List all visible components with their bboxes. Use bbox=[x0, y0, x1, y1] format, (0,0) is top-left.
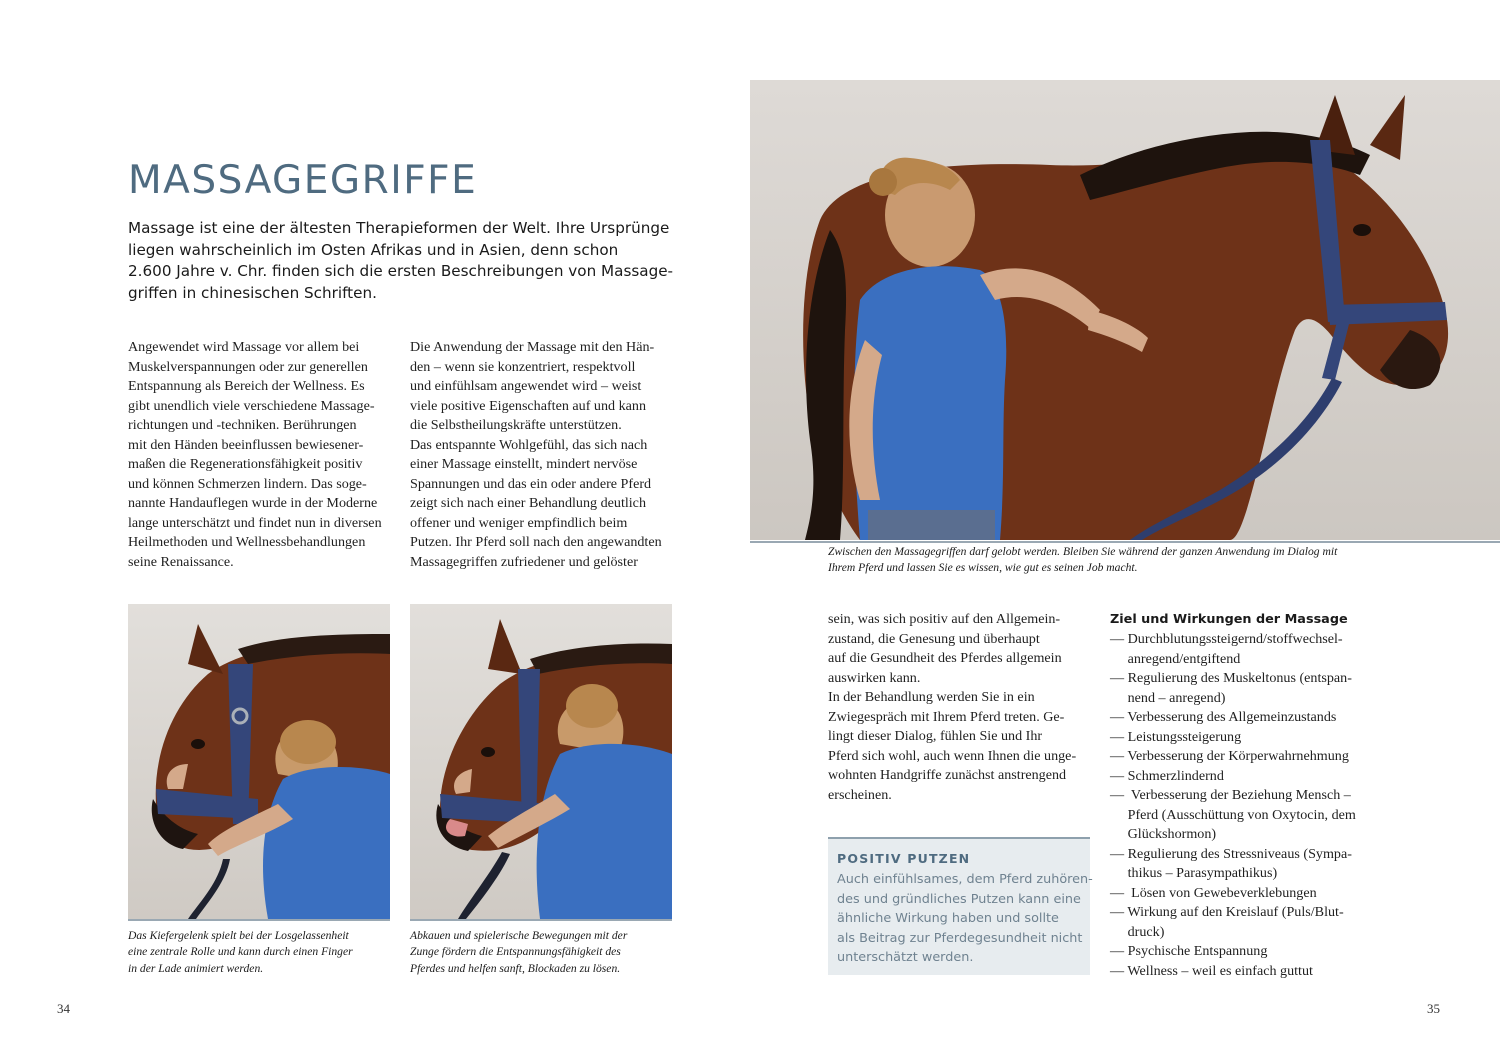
info-box-positiv-putzen bbox=[828, 837, 1093, 975]
caption-line: Ihrem Pferd und lassen Sie es wissen, wie gut es seinen Job macht. bbox=[828, 561, 1138, 575]
list-item: — Verbesserung der Körperwahrnehmung bbox=[1110, 748, 1349, 764]
text-line: zeigt sich nach einer Behandlung deutlich bbox=[410, 495, 646, 511]
text-line: einer Massage einstellt, mindert nervöse bbox=[410, 456, 638, 472]
text-line: lange unterschätzt und findet nun in diversen bbox=[128, 514, 382, 531]
list-item: — Verbesserung des Allgemeinzustands bbox=[1110, 709, 1337, 725]
photo-jaw-massage bbox=[128, 604, 390, 919]
text-line: seine Renaissance. bbox=[128, 553, 234, 570]
text-line: erscheinen. bbox=[828, 786, 892, 803]
text-line: die Selbstheilungskräfte unterstützen. bbox=[410, 417, 622, 433]
info-box-title: POSITIV PUTZEN bbox=[837, 851, 971, 866]
text-line: Spannungen und das ein oder andere Pferd bbox=[410, 475, 652, 492]
text-line: viele positive Eigenschaften auf und kann bbox=[410, 397, 646, 414]
box-line: ähnliche Wirkung haben und sollte bbox=[837, 911, 1059, 926]
info-box-text bbox=[837, 870, 1093, 968]
page-number-right: 35 bbox=[1427, 1001, 1440, 1016]
caption-middle bbox=[410, 928, 627, 977]
list-item: — Wirkung auf den Kreislauf (Puls/Blut- bbox=[1110, 904, 1344, 920]
text-line: mit den Händen beeinflussen bewiesener- bbox=[128, 436, 364, 453]
page-number-left: 34 bbox=[57, 1001, 70, 1016]
caption-line: Pferdes und helfen sanft, Blockaden zu lösen. bbox=[410, 961, 621, 975]
list-item: — Lösen von Gewebeverklebungen bbox=[1110, 884, 1317, 901]
caption-line: Das Kiefergelenk spielt bei der Losgelassenheit bbox=[128, 929, 349, 942]
text-line: In der Behandlung werden Sie in ein bbox=[828, 689, 1035, 705]
caption-rule bbox=[410, 919, 672, 921]
box-line: Auch einfühlsames, dem Pferd zuhören- bbox=[837, 872, 1093, 887]
text-line: Entspannung als Bereich der Wellness. Es bbox=[128, 378, 365, 394]
effects-list bbox=[1110, 630, 1390, 981]
text-line: Heilmethoden und Wellnessbehandlungen bbox=[128, 534, 366, 550]
text-line: maßen die Regenerationsfähigkeit positiv bbox=[128, 456, 363, 472]
text-line: den – wenn sie konzentriert, respektvoll bbox=[410, 358, 636, 375]
photo-illustration bbox=[128, 604, 390, 919]
intro-line: Massage ist eine der ältesten Therapieformen der Welt. Ihre Ursprünge bbox=[128, 219, 670, 237]
photo-praising-horse bbox=[750, 80, 1500, 540]
intro-line: griffen in chinesischen Schriften. bbox=[128, 283, 377, 302]
text-line: sein, was sich positiv auf den Allgemein- bbox=[828, 611, 1061, 627]
body-column-2 bbox=[410, 338, 675, 572]
caption-main bbox=[828, 544, 1337, 577]
list-item: druck) bbox=[1110, 923, 1165, 940]
box-line: als Beitrag zur Pferdegesundheit nicht bbox=[837, 930, 1083, 946]
text-line: Pferd sich wohl, auch wenn Ihnen die unge- bbox=[828, 747, 1077, 764]
text-line: und einfühlsam angewendet wird – weist bbox=[410, 378, 642, 394]
caption-line: Zunge fördern die Entspannungsfähigkeit des bbox=[410, 945, 621, 959]
list-item: — Regulierung des Muskeltonus (entspan- bbox=[1110, 670, 1352, 686]
photo-illustration bbox=[410, 604, 672, 919]
text-line: auswirken kann. bbox=[828, 669, 921, 686]
list-item: Pferd (Ausschüttung von Oxytocin, dem bbox=[1110, 806, 1356, 823]
caption-line: Zwischen den Massagegriffen darf gelobt werden. Bleiben Sie während der ganzen Anwendung im Dialog mit bbox=[828, 545, 1338, 558]
list-item: — Leistungssteigerung bbox=[1110, 728, 1242, 745]
box-line: unterschätzt werden. bbox=[837, 950, 974, 965]
text-line: Putzen. Ihr Pferd soll nach den angewandten bbox=[410, 534, 662, 550]
text-line: zustand, die Genesung und überhaupt bbox=[828, 630, 1040, 647]
text-line: und können Schmerzen lindern. Das soge- bbox=[128, 475, 367, 492]
list-item: Glückshormon) bbox=[1110, 826, 1217, 842]
text-line: Muskelverspannungen oder zur generellen bbox=[128, 358, 368, 375]
text-line: Angewendet wird Massage vor allem bei bbox=[128, 339, 360, 355]
photo-tongue-massage bbox=[410, 604, 672, 919]
body-column-3 bbox=[828, 610, 1090, 805]
intro-line: liegen wahrscheinlich im Osten Afrikas und in Asien, denn schon bbox=[128, 240, 619, 259]
list-item: — Wellness – weil es einfach guttut bbox=[1110, 962, 1313, 979]
photo-illustration bbox=[750, 80, 1500, 540]
intro-paragraph bbox=[128, 218, 688, 304]
caption-line: in der Lade animiert werden. bbox=[128, 961, 264, 975]
list-item: anregend/entgiftend bbox=[1110, 650, 1241, 667]
list-item: nend – anregend) bbox=[1110, 689, 1226, 706]
text-line: richtungen und -techniken. Berührungen bbox=[128, 417, 357, 433]
caption-left bbox=[128, 928, 353, 977]
list-item: — Verbesserung der Beziehung Mensch – bbox=[1110, 787, 1351, 803]
list-item: — Regulierung des Stressniveaus (Sympa- bbox=[1110, 845, 1352, 862]
text-line: Massagegriffen zufriedener und gelöster bbox=[410, 553, 638, 570]
caption-line: eine zentrale Rolle und kann durch einen Finger bbox=[128, 945, 353, 959]
text-line: wohnten Handgriffe zunächst anstrengend bbox=[828, 767, 1067, 783]
list-title: Ziel und Wirkungen der Massage bbox=[1110, 612, 1348, 627]
page-title: MASSAGEGRIFFE bbox=[128, 158, 478, 203]
box-line: des und gründliches Putzen kann eine bbox=[837, 891, 1081, 907]
caption-rule bbox=[128, 919, 390, 921]
body-column-1 bbox=[128, 338, 390, 572]
intro-line: 2.600 Jahre v. Chr. finden sich die ersten Beschreibungen von Massage- bbox=[128, 262, 674, 281]
text-line: offener und weniger empfindlich beim bbox=[410, 514, 628, 531]
text-line: Das entspannte Wohlgefühl, das sich nach bbox=[410, 436, 648, 453]
text-line: Zwiegespräch mit Ihrem Pferd treten. Ge- bbox=[828, 708, 1065, 725]
text-line: nannte Handauflegen wurde in der Moderne bbox=[128, 495, 378, 511]
list-item: thikus – Parasympathikus) bbox=[1110, 865, 1278, 881]
list-item: — Durchblutungssteigernd/stoffwechsel- bbox=[1110, 631, 1343, 647]
caption-rule bbox=[750, 541, 1500, 543]
text-line: auf die Gesundheit des Pferdes allgemein bbox=[828, 650, 1062, 666]
list-item: — Psychische Entspannung bbox=[1110, 943, 1268, 959]
list-item: — Schmerzlindernd bbox=[1110, 767, 1224, 784]
text-line: lingt dieser Dialog, fühlen Sie und Ihr bbox=[828, 728, 1043, 744]
text-line: Die Anwendung der Massage mit den Hän- bbox=[410, 339, 655, 355]
text-line: gibt unendlich viele verschiedene Massage- bbox=[128, 397, 375, 414]
caption-line: Abkauen und spielerische Bewegungen mit der bbox=[410, 929, 628, 942]
